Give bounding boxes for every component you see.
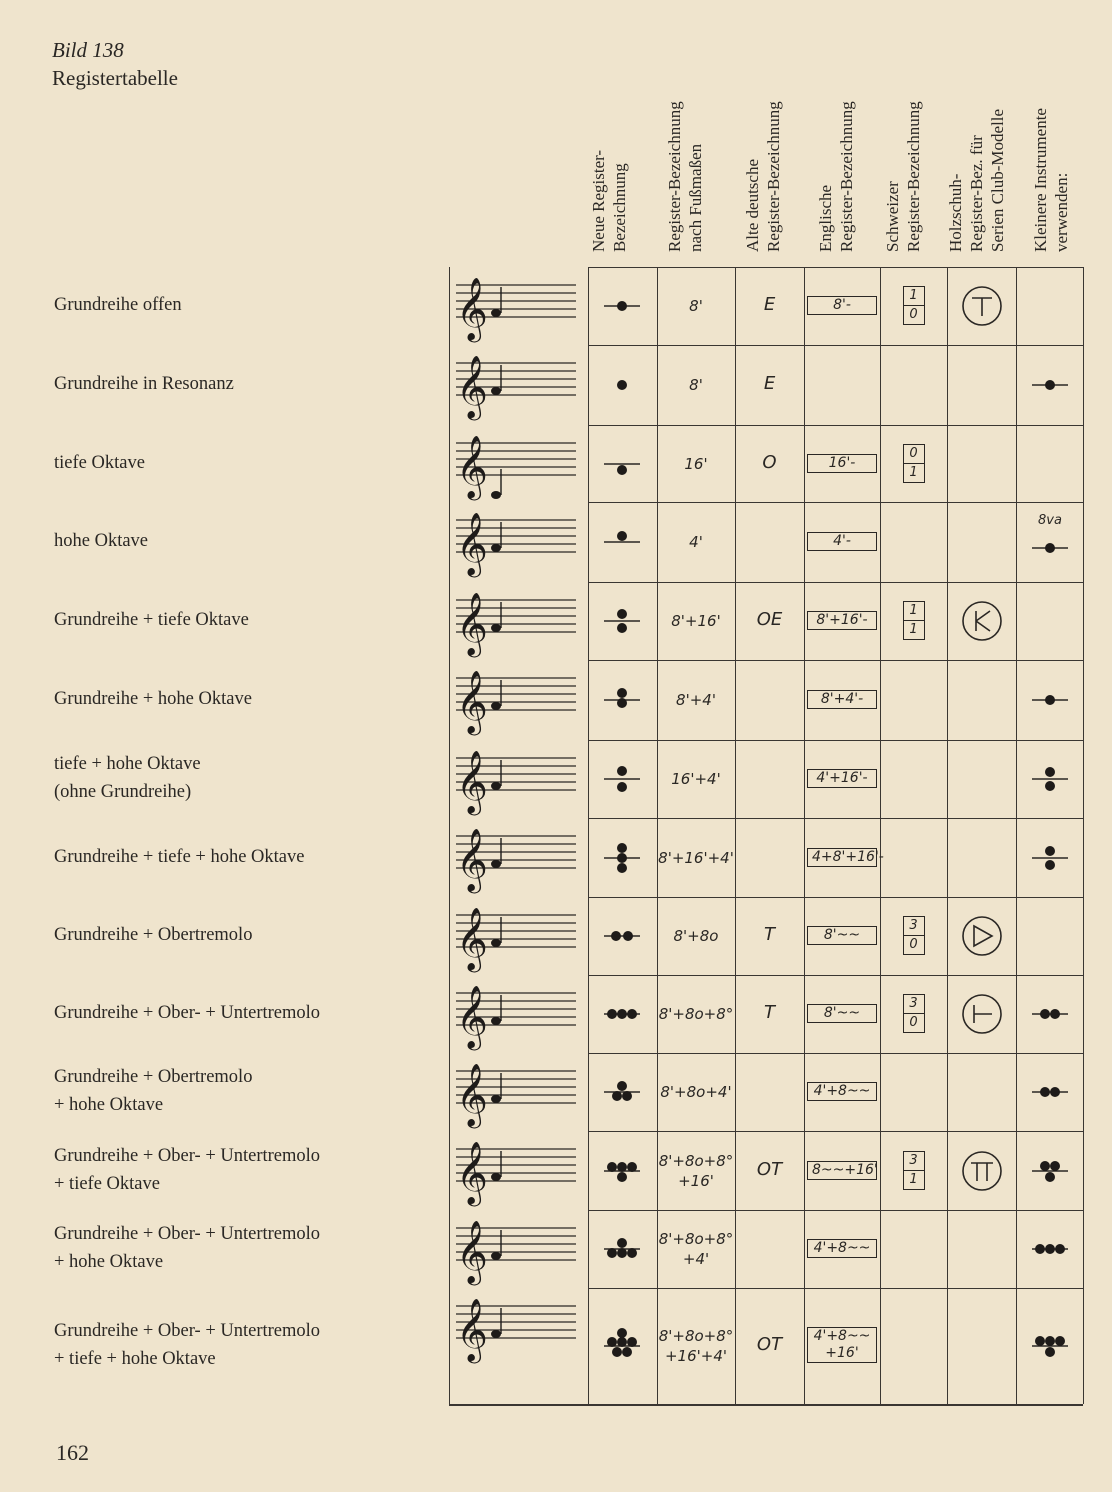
register-dots-new [592,1321,652,1371]
table-column-rule [1083,267,1084,1404]
row-label: Grundreihe + Ober- + Untertremolo [54,1321,321,1341]
page-number: 162 [56,1440,89,1465]
row-label-continued: (ohne Grundreihe) [54,782,192,802]
english-designation [807,1239,877,1258]
english-designation [807,1082,877,1101]
register-dot [617,1328,627,1338]
swiss-digit: 1 [909,603,918,618]
feet-designation: 8'+16'+4' [658,849,734,867]
register-dot [622,1091,632,1101]
table-rule [588,1053,1083,1054]
english-designation-box [807,1082,877,1101]
register-dot [1045,860,1055,870]
music-staff [452,1133,580,1209]
treble-clef-icon: 𝄞 [456,512,488,575]
table-rule [588,502,1083,503]
music-staff [452,347,580,423]
english-designation [807,769,877,788]
english-designation-box [807,1239,877,1258]
english-designation-box [807,690,877,709]
note-head [491,1095,501,1103]
music-staff [452,1212,580,1288]
register-dot [617,863,627,873]
feet-designation: 16' [684,455,708,473]
music-staff [452,584,580,660]
register-dots-small [1020,1224,1080,1274]
register-dot [627,1162,637,1172]
english-designation-text: 4'+8~~ [813,1328,871,1344]
music-staff [452,427,580,503]
register-dot [1040,1161,1050,1171]
register-dot [627,1009,637,1019]
note-head [491,939,501,947]
music-staff [452,1055,580,1131]
row-label: tiefe + hohe Oktave [54,754,201,774]
register-dot [1045,1347,1055,1357]
music-staff [452,504,580,580]
english-designation-box [807,454,877,473]
treble-clef-icon: 𝄞 [456,1298,488,1361]
english-designation-text: 8'~~ [823,927,861,943]
column-header-line: Holzschuh- [946,173,965,252]
register-dot [617,1248,627,1258]
feet-designation: 8'+8o+8° [658,1005,734,1023]
table-column-rule [449,267,450,1404]
music-staff [452,899,580,975]
treble-clef-icon: 𝄞 [456,907,488,970]
register-dot [607,1162,617,1172]
row-label: Grundreihe + Ober- + Untertremolo [54,1224,321,1244]
register-dots-small [1020,675,1080,725]
english-designation [807,1161,877,1180]
music-staff [452,662,580,738]
swiss-digit: 1 [909,288,918,303]
note-head [491,782,501,790]
register-dot [1045,695,1055,705]
swiss-digit: 1 [904,1170,924,1189]
english-designation-box [807,769,877,788]
swiss-digit: 3 [909,996,918,1011]
register-dot [617,531,627,541]
english-designation [807,1004,877,1023]
table-rule [588,1288,1083,1289]
english-designation-text: 4+8'+16'- [812,849,884,865]
register-dots-new [592,833,652,883]
register-dot [617,698,627,708]
register-dot [612,1091,622,1101]
column-header-line: Schweizer [883,181,902,252]
feet-designation: 4' [689,533,703,551]
english-designation-box [807,611,877,630]
music-staff [452,977,580,1053]
column-header-line: Kleinere Instrumente [1031,108,1050,252]
column-header-line: Neue Register- [589,149,608,252]
treble-clef-icon: 𝄞 [456,828,488,891]
swiss-designation [903,601,925,640]
register-dot [607,1337,617,1347]
swiss-designation [903,286,925,325]
column-header-line: Register-Bezeichnung [837,101,856,252]
feet-designation: 8'+8o+8° [658,1152,734,1170]
register-dots-new [592,1067,652,1117]
swiss-digit: 1 [904,620,924,639]
treble-clef-icon: 𝄞 [456,750,488,813]
column-header-line: verwenden: [1052,172,1071,252]
note-head [491,544,501,552]
english-designation [807,926,877,945]
english-designation [807,611,877,630]
figure-number: Bild 138 [52,38,124,62]
swiss-digit: 0 [904,1013,924,1032]
table-rule [588,975,1083,976]
english-designation-text: 16'- [828,455,856,471]
feet-designation: 16'+4' [671,770,721,788]
english-designation-box [807,296,877,315]
holzschuh-symbol-icon [960,992,1004,1036]
column-header-line: Register-Bezeichnung [665,101,684,252]
treble-clef-icon: 𝄞 [456,670,488,733]
register-dot [607,1248,617,1258]
english-designation-text: 8'+16'- [816,612,868,628]
feet-designation: 8'+8o+8° [658,1230,734,1248]
row-label: Grundreihe offen [54,295,182,315]
treble-clef-icon: 𝄞 [456,435,488,498]
old-designation: OT [756,1159,783,1180]
register-dot [1050,1009,1060,1019]
column-header-kleinere [1030,108,1072,252]
row-label-continued: + hohe Oktave [54,1095,164,1115]
english-designation-box [807,1161,877,1180]
table-column-rule [947,267,948,1404]
register-dot [1055,1244,1065,1254]
register-dot [607,1009,617,1019]
register-dot [627,1248,637,1258]
table-rule [588,1210,1083,1211]
table-rule [588,267,1083,268]
table-rule [588,1131,1083,1132]
feet-designation: 8' [689,297,703,315]
swiss-digit: 0 [904,935,924,954]
register-dot [617,623,627,633]
treble-clef-icon: 𝄞 [456,1063,488,1126]
english-designation-text: 4'+8~~ [813,1083,871,1099]
register-dot [617,843,627,853]
row-label-continued: + tiefe + hohe Oktave [54,1349,216,1369]
register-dot [1045,543,1055,553]
feet-designation: 8'+8o+8° [658,1327,734,1345]
register-dot [617,1238,627,1248]
row-label: Grundreihe + Ober- + Untertremolo [54,1146,321,1166]
register-dot [1045,781,1055,791]
column-header-line: Register-Bezeichnung [764,101,783,252]
treble-clef-icon: 𝄞 [456,1220,488,1283]
register-dots-new [592,675,652,725]
treble-clef-icon: 𝄞 [456,592,488,655]
register-dot [617,853,627,863]
column-header-englisch [815,101,857,252]
column-header-line: nach Fußmaßen [686,143,705,252]
table-rule [588,818,1083,819]
register-dots-new [592,517,652,567]
register-dot [617,301,627,311]
old-designation: T [764,924,775,945]
english-designation [807,1327,877,1363]
register-dots-small [1020,1067,1080,1117]
swiss-digit: 1 [904,463,924,482]
swiss-designation [903,444,925,483]
register-dot [1035,1336,1045,1346]
row-label: Grundreihe + hohe Oktave [54,689,252,709]
row-label-continued: + hohe Oktave [54,1252,164,1272]
register-dot [617,688,627,698]
register-dot [617,1172,627,1182]
register-dot [612,1347,622,1357]
feet-designation-continued: +16'+4' [664,1347,727,1365]
octave-marking: 8va [1038,513,1062,528]
english-designation-box [807,848,884,867]
english-designation-box [807,926,877,945]
figure-title: Registertabelle [52,66,178,90]
column-header-alt [742,101,784,252]
register-dots-new [592,911,652,961]
column-header-holzschuh [945,109,1008,252]
holzschuh-symbol-icon [960,914,1004,958]
table-rule [588,897,1083,898]
register-dot [617,766,627,776]
register-dots-small [1020,833,1080,883]
register-dot [617,1337,627,1347]
table-rule [588,425,1083,426]
note-head [491,1173,501,1181]
english-designation-box [807,532,877,551]
note-head [491,387,501,395]
register-dot [1045,1336,1055,1346]
note-head [491,1330,501,1338]
english-designation [807,848,884,867]
column-header-line: Englische [816,184,835,252]
table-column-rule [588,267,589,1404]
register-dots-new [592,360,652,410]
swiss-designation [903,1151,925,1190]
column-header-line: Serien Club-Modelle [988,108,1007,252]
english-designation-text: 4'+16'- [816,770,868,786]
english-designation-text-continued: +16' [825,1345,859,1361]
column-header-line: Register-Bez. für [967,135,986,252]
swiss-designation [903,994,925,1033]
column-header-fuss [664,101,706,252]
register-dots-small [1020,523,1080,573]
register-dot [617,1162,627,1172]
holzschuh-symbol-icon [960,284,1004,328]
table-rule [588,740,1083,741]
register-dots-small [1020,1321,1080,1371]
treble-clef-icon: 𝄞 [456,985,488,1048]
row-label-continued: + tiefe Oktave [54,1174,160,1194]
english-designation [807,454,877,473]
register-dots-new [592,439,652,489]
feet-designation: 8' [689,376,703,394]
old-designation: T [764,1002,775,1023]
old-designation: E [763,294,776,315]
swiss-designation [903,916,925,955]
column-header-neue [588,150,630,252]
row-label: tiefe Oktave [54,453,145,473]
english-designation [807,690,877,709]
table-rule [588,582,1083,583]
register-dot [627,1337,637,1347]
register-dot [617,609,627,619]
music-staff [452,820,580,896]
swiss-digit: 3 [909,1153,918,1168]
holzschuh-symbol-icon [960,599,1004,643]
register-dots-new [592,989,652,1039]
table-column-rule [880,267,881,1404]
treble-clef-icon: 𝄞 [456,355,488,418]
register-dot [1045,1172,1055,1182]
register-dot [617,1009,627,1019]
register-dot [1035,1244,1045,1254]
old-designation: O [762,452,777,473]
english-designation-text: 4'- [833,533,851,549]
column-header-line: Alte deutsche [743,159,762,252]
feet-designation: 8'+8o+4' [660,1083,732,1101]
note-head [491,1017,501,1025]
register-dot [623,931,633,941]
note-head [491,1252,501,1260]
old-designation: E [763,373,776,394]
english-designation [807,296,877,315]
register-dot [1045,1244,1055,1254]
register-dots-new [592,596,652,646]
table-bottom-rule [449,1404,1083,1406]
column-header-line: Register-Bezeichnung [904,101,923,252]
music-staff [452,269,580,345]
register-dot [1045,846,1055,856]
table-column-rule [1016,267,1017,1404]
register-dots-small [1020,989,1080,1039]
register-dot [622,1347,632,1357]
row-label: Grundreihe + Obertremolo [54,1067,253,1087]
english-designation-text: 4'+8~~ [813,1240,871,1256]
register-dot [1040,1087,1050,1097]
register-dots-small [1020,360,1080,410]
column-header-schweiz [882,101,924,252]
english-designation [807,532,877,551]
english-designation-text: 8~~+16' [812,1162,878,1178]
register-dots-small [1020,1146,1080,1196]
row-label: hohe Oktave [54,531,149,551]
table-column-rule [804,267,805,1404]
register-dots-new [592,754,652,804]
row-label: Grundreihe + tiefe Oktave [54,610,249,630]
feet-designation-continued: +4' [682,1250,710,1268]
note-head [491,860,501,868]
table-rule [588,660,1083,661]
register-dot [1050,1161,1060,1171]
table-column-rule [735,267,736,1404]
old-designation: OT [756,1334,783,1355]
feet-designation-continued: +16' [678,1172,714,1190]
register-dot [1055,1336,1065,1346]
note-head [491,491,501,499]
note-head [491,309,501,317]
register-dots-new [592,1146,652,1196]
old-designation: OE [756,609,783,630]
note-head [491,702,501,710]
treble-clef-icon: 𝄞 [456,277,488,340]
register-dot [1050,1087,1060,1097]
feet-designation: 8'+16' [671,612,721,630]
register-dot [1045,767,1055,777]
register-dots-new [592,1224,652,1274]
register-dots-small [1020,754,1080,804]
english-designation-box [807,1004,877,1023]
table-rule [588,345,1083,346]
feet-designation: 8'+8o [673,927,719,945]
english-designation-box [807,1327,877,1363]
register-dot [611,931,621,941]
swiss-digit: 0 [904,305,924,324]
swiss-digit: 0 [909,446,918,461]
register-dot [1045,380,1055,390]
holzschuh-symbol-icon [960,1149,1004,1193]
treble-clef-icon: 𝄞 [456,1141,488,1204]
row-label: Grundreihe + Obertremolo [54,925,253,945]
english-designation-text: 8'- [833,297,851,313]
register-dot [617,465,627,475]
note-head [491,624,501,632]
register-dots-new [592,281,652,331]
english-designation-text: 8'~~ [823,1005,861,1021]
register-dot [617,782,627,792]
row-label: Grundreihe in Resonanz [54,374,234,394]
row-label: Grundreihe + tiefe + hohe Oktave [54,847,305,867]
music-staff [452,1290,580,1366]
music-staff [452,742,580,818]
register-dot [617,380,627,390]
column-header-line: Bezeichnung [610,163,629,252]
swiss-digit: 3 [909,918,918,933]
register-dot [617,1081,627,1091]
register-dot [1040,1009,1050,1019]
feet-designation: 8'+4' [676,691,716,709]
row-label: Grundreihe + Ober- + Untertremolo [54,1003,321,1023]
english-designation-text: 8'+4'- [820,691,864,707]
